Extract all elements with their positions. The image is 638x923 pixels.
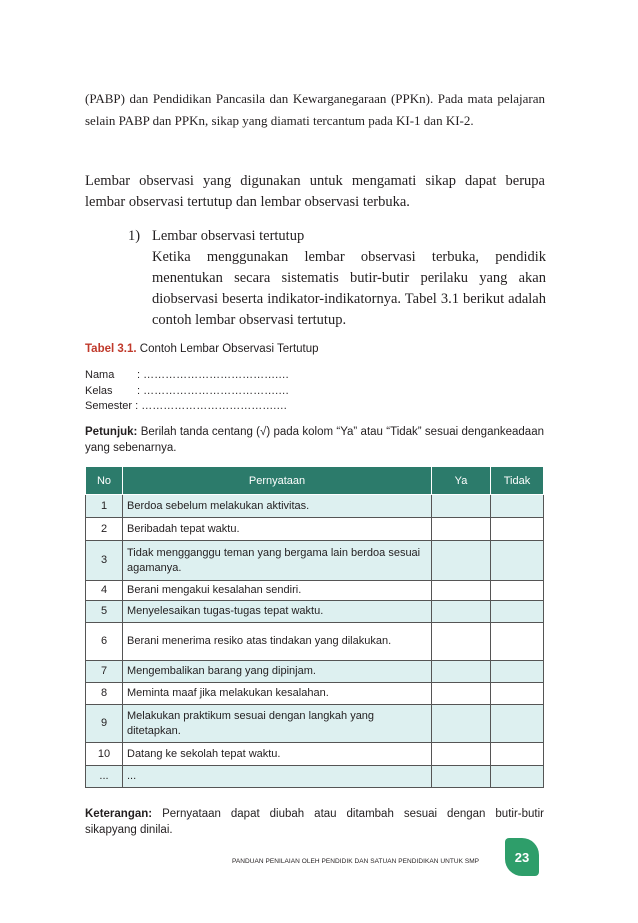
header-ya: Ya (432, 467, 491, 495)
header-no: No (86, 467, 123, 495)
ya-checkbox-cell[interactable] (432, 705, 491, 743)
field-row (85, 368, 289, 384)
row-statement: ... (123, 766, 432, 788)
table-row (86, 541, 544, 581)
table-caption-label: Tabel 3.1. (85, 343, 137, 355)
row-number: 1 (86, 495, 123, 518)
field-label: Semester (85, 400, 133, 412)
row-number: 10 (86, 743, 123, 766)
header-pernyataan: Pernyataan (123, 467, 432, 495)
list-number: 1) (128, 228, 141, 244)
tidak-checkbox-cell[interactable] (491, 766, 544, 788)
table-row (86, 581, 544, 601)
tidak-checkbox-cell[interactable] (491, 705, 544, 743)
row-statement: Mengembalikan barang yang dipinjam. (123, 661, 432, 683)
field-blank: : ……………………………….… (135, 400, 288, 412)
field-row (85, 399, 289, 415)
row-number: ... (86, 766, 123, 788)
page-footer: PANDUAN PENILAIAN OLEH PENDIDIK DAN SATUAN PENDIDIKAN UNTUK SMP (232, 858, 480, 865)
row-number: 6 (86, 623, 123, 661)
note-text (85, 806, 544, 838)
tidak-checkbox-cell[interactable] (491, 743, 544, 766)
ya-checkbox-cell[interactable] (432, 661, 491, 683)
body-paragraph-2: Lembar observasi yang digunakan untuk mengamati sikap dapat berupa lembar observasi tertutup dan lembar observasi terbuka. (85, 173, 545, 210)
table-row (86, 495, 544, 518)
table-caption (85, 343, 319, 355)
table-row (86, 705, 544, 743)
instruction-label: Petunjuk: (85, 426, 138, 438)
table-row (86, 766, 544, 788)
row-statement: Beribadah tepat waktu. (123, 518, 432, 541)
note-label: Keterangan: (85, 808, 153, 820)
observation-table (85, 466, 544, 788)
ya-checkbox-cell[interactable] (432, 541, 491, 581)
row-statement: Meminta maaf jika melakukan kesalahan. (123, 683, 432, 705)
ya-checkbox-cell[interactable] (432, 601, 491, 623)
row-statement: Berani menerima resiko atas tindakan yang dilakukan. (123, 623, 432, 661)
field-row (85, 384, 289, 400)
row-number: 3 (86, 541, 123, 581)
table-row (86, 518, 544, 541)
row-number: 2 (86, 518, 123, 541)
row-statement: Tidak mengganggu teman yang bergama lain berdoa sesuai agamanya. (123, 541, 432, 581)
ya-checkbox-cell[interactable] (432, 766, 491, 788)
tidak-checkbox-cell[interactable] (491, 495, 544, 518)
ya-checkbox-cell[interactable] (432, 581, 491, 601)
field-blank: : ……………………………….… (137, 384, 290, 397)
row-statement: Melakukan praktikum sesuai dengan langkah yang ditetapkan. (123, 705, 432, 743)
field-label: Nama (85, 369, 115, 381)
row-statement: Berdoa sebelum melakukan aktivitas. (123, 495, 432, 518)
table-row (86, 623, 544, 661)
list-body: Ketika menggunakan lembar observasi terbuka, pendidik menentukan secara sistematis butir-butir perilaku yang akan diobservasi beserta indikator-indikatornya. Tabel 3.1 berikut adalah contoh lembar observasi tertutup. (152, 249, 546, 328)
body-paragraph-1: (PABP) dan Pendidikan Pancasila dan Kewarganegaraan (PPKn). Pada mata pelajaran selain PABP dan PPKn, sikap yang diamati tercantum pada KI-1 dan KI-2. (85, 91, 545, 128)
row-number: 7 (86, 661, 123, 683)
row-number: 8 (86, 683, 123, 705)
ya-checkbox-cell[interactable] (432, 623, 491, 661)
ya-checkbox-cell[interactable] (432, 683, 491, 705)
identity-fields (85, 368, 289, 415)
table-caption-text: Contoh Lembar Observasi Tertutup (139, 343, 319, 355)
row-statement: Datang ke sekolah tepat waktu. (123, 743, 432, 766)
row-statement: Menyelesaikan tugas-tugas tepat waktu. (123, 601, 432, 623)
row-statement: Berani mengakui kesalahan sendiri. (123, 581, 432, 601)
table-row (86, 661, 544, 683)
table-row (86, 601, 544, 623)
table-row (86, 743, 544, 766)
field-label: Kelas (85, 384, 113, 397)
tidak-checkbox-cell[interactable] (491, 683, 544, 705)
row-number: 4 (86, 581, 123, 601)
tidak-checkbox-cell[interactable] (491, 661, 544, 683)
instruction-text (85, 424, 544, 456)
tidak-checkbox-cell[interactable] (491, 518, 544, 541)
ya-checkbox-cell[interactable] (432, 743, 491, 766)
tidak-checkbox-cell[interactable] (491, 581, 544, 601)
numbered-list-item (128, 226, 546, 331)
page-number-badge: 23 (505, 838, 539, 876)
row-number: 5 (86, 601, 123, 623)
list-heading: Lembar observasi tertutup (152, 228, 305, 244)
tidak-checkbox-cell[interactable] (491, 623, 544, 661)
tidak-checkbox-cell[interactable] (491, 601, 544, 623)
header-tidak: Tidak (491, 467, 544, 495)
table-row (86, 683, 544, 705)
note-body: Pernyataan dapat diubah atau ditambah sesuai dengan butir-butir sikapyang dinilai. (85, 808, 544, 836)
field-blank: : ……………………………….… (137, 369, 290, 381)
row-number: 9 (86, 705, 123, 743)
ya-checkbox-cell[interactable] (432, 495, 491, 518)
instruction-body: Berilah tanda centang (√) pada kolom “Ya” atau “Tidak” sesuai dengankeadaan yang sebenarnya. (85, 426, 544, 454)
tidak-checkbox-cell[interactable] (491, 541, 544, 581)
ya-checkbox-cell[interactable] (432, 518, 491, 541)
table-header-row (86, 467, 544, 495)
